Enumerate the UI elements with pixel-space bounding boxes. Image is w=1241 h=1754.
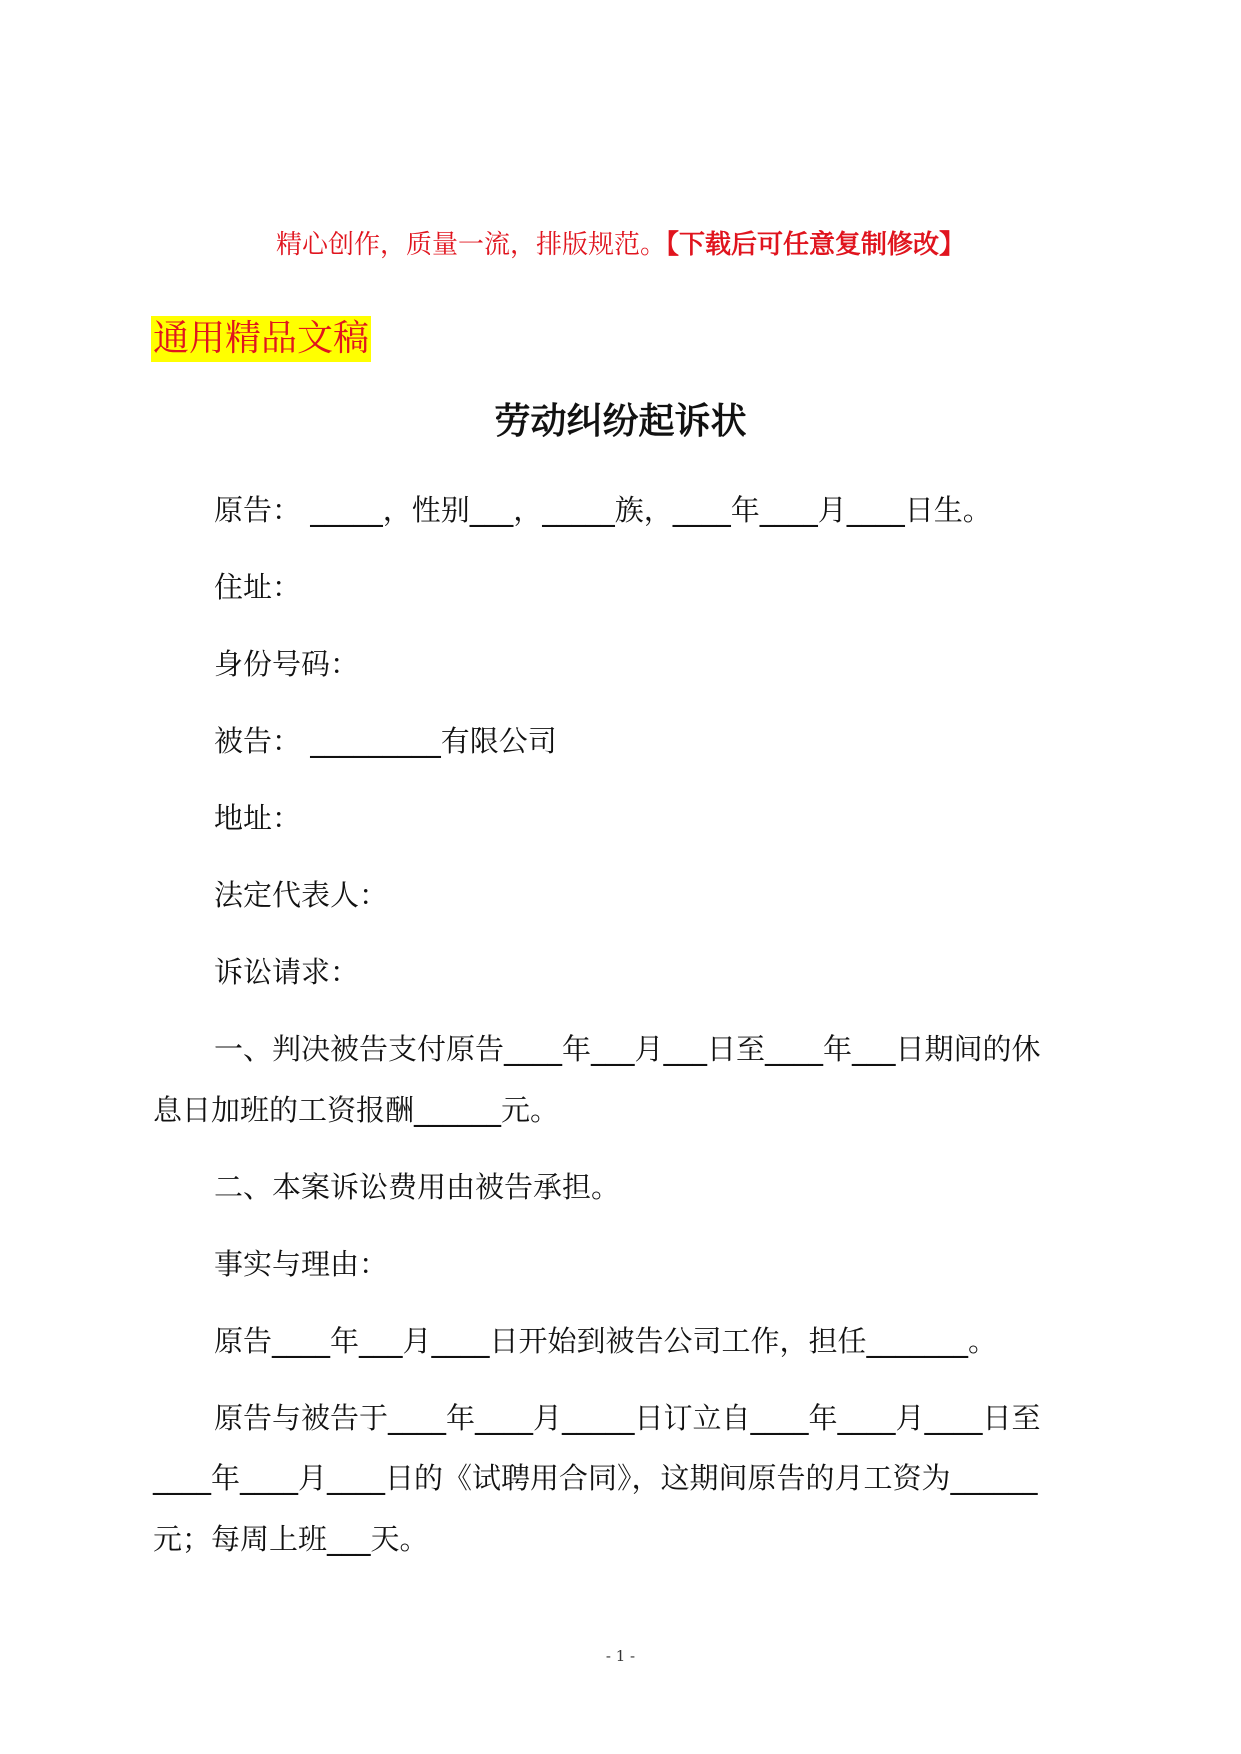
document-title: 劳动纠纷起诉状 [494,400,747,442]
claim-one-line-2: 息日加班的工资报酬______元。 [153,1093,560,1127]
promo-banner-bold-text: 【下载后可任意复制修改】 [666,230,966,260]
promo-banner-text: 精心创作，质量一流，排版规范。 [275,230,666,260]
claim-one-line-1: 一、判决被告支付原告____年___月___日至____年___日期间的休 [214,1032,1041,1066]
facts-line-1: 原告____年___月____日开始到被告公司工作，担任_______。 [214,1324,998,1358]
facts-heading: 事实与理由： [214,1247,389,1281]
facts-line-4: 元；每周上班___天。 [153,1522,429,1556]
facts-line-2: 原告与被告于____年____月_____日订立自____年____月____日至 [214,1401,1041,1435]
address-line: 住址： [214,570,302,604]
claim-two-line: 二、本案诉讼费用由被告承担。 [214,1170,621,1204]
plaintiff-line: 原告： _____，性别___，_____族，____年____月____日生。 [214,493,992,527]
legal-representative-line: 法定代表人： [214,878,389,912]
highlight-tag: 通用精品文稿 [151,316,371,362]
page-number: - 1 - [605,1647,636,1665]
id-number-line: 身份号码： [214,647,360,681]
facts-line-3: ____年____月____日的《试聘用合同》，这期间原告的月工资为______ [153,1461,1038,1495]
defendant-address-line: 地址： [214,801,302,835]
promo-banner [0,224,1241,261]
claims-heading: 诉讼请求： [214,955,360,989]
defendant-line: 被告： _________有限公司 [214,724,557,758]
